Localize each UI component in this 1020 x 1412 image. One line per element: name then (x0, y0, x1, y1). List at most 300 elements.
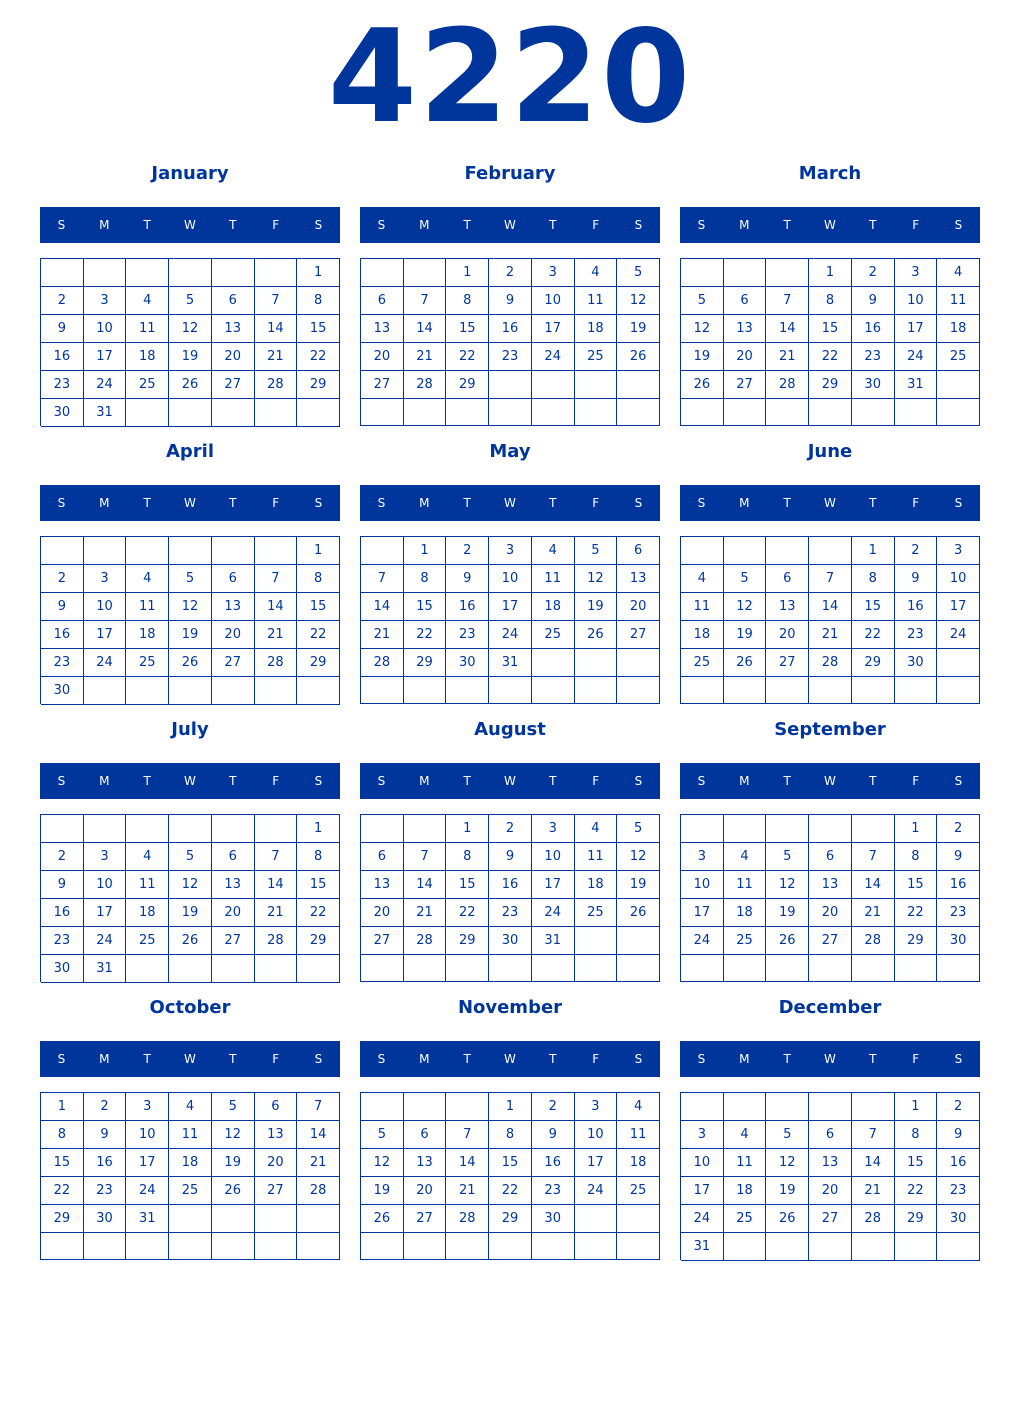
empty-day-cell (532, 677, 575, 704)
weekday-label: T (463, 218, 471, 232)
empty-day-cell (255, 259, 298, 287)
weekday-label: S (314, 496, 323, 510)
day-cell: 14 (809, 593, 852, 621)
day-cell: 25 (532, 621, 575, 649)
weekday-label: F (272, 774, 280, 788)
day-cell: 13 (724, 315, 767, 343)
empty-day-cell (169, 815, 212, 843)
day-cell: 26 (575, 621, 618, 649)
empty-day-cell (404, 1233, 447, 1260)
day-cell: 31 (895, 371, 938, 399)
day-cell: 7 (852, 843, 895, 871)
weekday-header (360, 207, 660, 243)
empty-day-cell (809, 677, 852, 704)
empty-day-cell (809, 1093, 852, 1121)
day-cell: 20 (212, 899, 255, 927)
empty-day-cell (297, 1233, 340, 1260)
weekday-label: S (377, 774, 386, 788)
weekday-label: S (954, 218, 963, 232)
day-cell: 17 (895, 315, 938, 343)
day-grid (680, 258, 980, 426)
weekday-header (680, 485, 980, 521)
day-cell: 8 (895, 843, 938, 871)
day-cell: 16 (489, 315, 532, 343)
weekday-label: S (954, 496, 963, 510)
day-cell: 14 (255, 315, 298, 343)
empty-day-cell (895, 677, 938, 704)
day-cell: 23 (895, 621, 938, 649)
day-cell: 21 (255, 621, 298, 649)
day-cell: 8 (852, 565, 895, 593)
day-cell: 3 (575, 1093, 618, 1121)
month-name: May (489, 441, 531, 462)
day-cell: 28 (404, 371, 447, 399)
empty-day-cell (297, 677, 340, 705)
weekday-label: W (184, 218, 196, 232)
month-name: December (778, 997, 882, 1018)
day-cell: 31 (489, 649, 532, 677)
empty-day-cell (489, 399, 532, 426)
day-cell: 11 (724, 1149, 767, 1177)
empty-day-cell (255, 1233, 298, 1260)
day-cell: 10 (681, 1149, 724, 1177)
empty-day-cell (809, 537, 852, 565)
day-cell: 15 (895, 1149, 938, 1177)
day-cell: 29 (895, 927, 938, 955)
day-cell: 30 (489, 927, 532, 955)
day-cell: 11 (532, 565, 575, 593)
day-cell: 17 (84, 343, 127, 371)
weekday-header (360, 1041, 660, 1077)
day-cell: 12 (681, 315, 724, 343)
weekday-label: T (869, 774, 877, 788)
weekday-label: F (272, 1052, 280, 1066)
day-cell: 12 (724, 593, 767, 621)
day-cell: 22 (489, 1177, 532, 1205)
day-cell: 5 (575, 537, 618, 565)
day-cell: 8 (297, 287, 340, 315)
day-cell: 20 (766, 621, 809, 649)
day-cell: 13 (255, 1121, 298, 1149)
day-cell: 17 (681, 899, 724, 927)
empty-day-cell (255, 399, 298, 427)
day-cell: 22 (895, 1177, 938, 1205)
weekday-label: S (634, 496, 643, 510)
empty-day-cell (446, 955, 489, 982)
weekday-label: S (314, 774, 323, 788)
day-cell: 22 (297, 343, 340, 371)
empty-day-cell (724, 1093, 767, 1121)
day-cell: 28 (766, 371, 809, 399)
day-grid (40, 536, 340, 704)
day-cell: 9 (895, 565, 938, 593)
day-cell: 24 (532, 343, 575, 371)
day-cell: 23 (852, 343, 895, 371)
day-cell: 19 (169, 899, 212, 927)
day-cell: 4 (126, 287, 169, 315)
day-cell: 28 (255, 927, 298, 955)
day-cell: 5 (617, 259, 660, 287)
day-cell: 13 (766, 593, 809, 621)
day-cell: 26 (169, 927, 212, 955)
day-cell: 22 (446, 899, 489, 927)
month-name: April (165, 441, 215, 462)
day-cell: 14 (766, 315, 809, 343)
day-cell: 9 (852, 287, 895, 315)
empty-day-cell (41, 259, 84, 287)
day-cell: 27 (212, 927, 255, 955)
empty-day-cell (895, 955, 938, 982)
day-cell: 13 (212, 315, 255, 343)
empty-day-cell (212, 259, 255, 287)
weekday-label: W (824, 218, 836, 232)
day-cell: 3 (489, 537, 532, 565)
empty-day-cell (617, 1205, 660, 1233)
empty-day-cell (489, 1233, 532, 1260)
day-cell: 19 (724, 621, 767, 649)
day-cell: 21 (404, 899, 447, 927)
day-cell: 24 (84, 927, 127, 955)
month-name: January (151, 163, 229, 184)
empty-day-cell (937, 371, 980, 399)
day-cell: 17 (937, 593, 980, 621)
weekday-label: F (912, 1052, 920, 1066)
empty-day-cell (766, 1233, 809, 1261)
day-cell: 16 (489, 871, 532, 899)
day-cell: 17 (84, 621, 127, 649)
day-cell: 20 (361, 343, 404, 371)
empty-day-cell (84, 815, 127, 843)
day-cell: 14 (404, 315, 447, 343)
empty-day-cell (169, 259, 212, 287)
day-cell: 27 (212, 371, 255, 399)
day-cell: 18 (575, 871, 618, 899)
day-cell: 21 (809, 621, 852, 649)
day-cell: 3 (84, 843, 127, 871)
day-cell: 4 (169, 1093, 212, 1121)
empty-day-cell (84, 677, 127, 705)
day-cell: 9 (84, 1121, 127, 1149)
day-cell: 10 (937, 565, 980, 593)
empty-day-cell (169, 537, 212, 565)
day-cell: 12 (361, 1149, 404, 1177)
day-cell: 13 (617, 565, 660, 593)
weekday-label: S (634, 774, 643, 788)
weekday-label: S (57, 1052, 66, 1066)
day-cell: 22 (809, 343, 852, 371)
weekday-label: T (783, 218, 791, 232)
weekday-label: S (57, 218, 66, 232)
empty-day-cell (126, 677, 169, 705)
empty-day-cell (126, 815, 169, 843)
empty-day-cell (937, 677, 980, 704)
empty-day-cell (724, 677, 767, 704)
day-cell: 30 (937, 1205, 980, 1233)
day-cell: 31 (84, 955, 127, 983)
day-cell: 4 (126, 565, 169, 593)
empty-day-cell (681, 259, 724, 287)
day-cell: 4 (617, 1093, 660, 1121)
day-cell: 31 (126, 1205, 169, 1233)
day-cell: 29 (489, 1205, 532, 1233)
day-cell: 1 (489, 1093, 532, 1121)
day-cell: 16 (41, 621, 84, 649)
day-cell: 22 (446, 343, 489, 371)
empty-day-cell (297, 1205, 340, 1233)
weekday-label: M (419, 1052, 430, 1066)
empty-day-cell (724, 399, 767, 426)
empty-day-cell (297, 955, 340, 983)
weekday-label: M (739, 1052, 750, 1066)
day-cell: 22 (895, 899, 938, 927)
weekday-label: S (697, 496, 706, 510)
day-grid (360, 258, 660, 426)
day-grid (360, 814, 660, 982)
day-cell: 27 (361, 927, 404, 955)
day-cell: 2 (937, 815, 980, 843)
empty-day-cell (766, 815, 809, 843)
day-cell: 9 (41, 593, 84, 621)
weekday-label: S (57, 774, 66, 788)
day-cell: 30 (446, 649, 489, 677)
empty-day-cell (489, 677, 532, 704)
day-cell: 7 (255, 843, 298, 871)
day-cell: 15 (852, 593, 895, 621)
empty-day-cell (446, 1093, 489, 1121)
empty-day-cell (681, 815, 724, 843)
weekday-header (680, 207, 980, 243)
day-cell: 1 (297, 259, 340, 287)
day-cell: 23 (446, 621, 489, 649)
empty-day-cell (255, 815, 298, 843)
day-cell: 29 (852, 649, 895, 677)
empty-day-cell (895, 1233, 938, 1261)
day-cell: 2 (532, 1093, 575, 1121)
day-cell: 18 (617, 1149, 660, 1177)
day-cell: 27 (724, 371, 767, 399)
day-cell: 29 (809, 371, 852, 399)
day-cell: 28 (446, 1205, 489, 1233)
weekday-label: F (912, 218, 920, 232)
day-cell: 25 (724, 927, 767, 955)
empty-day-cell (809, 1233, 852, 1261)
empty-day-cell (361, 955, 404, 982)
day-cell: 24 (532, 899, 575, 927)
day-cell: 8 (446, 287, 489, 315)
day-cell: 15 (446, 871, 489, 899)
day-cell: 15 (446, 315, 489, 343)
day-cell: 7 (446, 1121, 489, 1149)
empty-day-cell (126, 537, 169, 565)
day-cell: 4 (937, 259, 980, 287)
weekday-header (360, 485, 660, 521)
day-cell: 18 (724, 899, 767, 927)
weekday-label: M (99, 774, 110, 788)
empty-day-cell (852, 955, 895, 982)
day-cell: 25 (937, 343, 980, 371)
empty-day-cell (212, 1205, 255, 1233)
empty-day-cell (575, 927, 618, 955)
day-cell: 16 (852, 315, 895, 343)
day-cell: 15 (297, 315, 340, 343)
day-cell: 8 (41, 1121, 84, 1149)
day-cell: 21 (255, 899, 298, 927)
month-name: June (807, 441, 853, 462)
empty-day-cell (404, 259, 447, 287)
weekday-label: S (697, 218, 706, 232)
day-cell: 28 (852, 1205, 895, 1233)
day-cell: 27 (255, 1177, 298, 1205)
day-cell: 25 (617, 1177, 660, 1205)
day-cell: 15 (489, 1149, 532, 1177)
empty-day-cell (852, 1093, 895, 1121)
empty-day-cell (361, 259, 404, 287)
day-cell: 27 (766, 649, 809, 677)
day-cell: 6 (212, 843, 255, 871)
weekday-label: T (869, 1052, 877, 1066)
day-cell: 23 (489, 899, 532, 927)
empty-day-cell (766, 259, 809, 287)
empty-day-cell (212, 1233, 255, 1260)
day-cell: 26 (766, 927, 809, 955)
day-cell: 26 (724, 649, 767, 677)
empty-day-cell (84, 537, 127, 565)
empty-day-cell (212, 955, 255, 983)
day-cell: 4 (126, 843, 169, 871)
day-cell: 23 (84, 1177, 127, 1205)
day-cell: 23 (41, 649, 84, 677)
day-cell: 9 (41, 871, 84, 899)
day-cell: 7 (852, 1121, 895, 1149)
day-cell: 21 (852, 1177, 895, 1205)
empty-day-cell (809, 815, 852, 843)
day-cell: 11 (126, 871, 169, 899)
day-cell: 27 (809, 1205, 852, 1233)
day-cell: 10 (532, 843, 575, 871)
empty-day-cell (212, 399, 255, 427)
day-cell: 2 (41, 287, 84, 315)
day-cell: 3 (84, 565, 127, 593)
weekday-label: M (739, 774, 750, 788)
weekday-label: T (143, 218, 151, 232)
day-cell: 30 (84, 1205, 127, 1233)
day-cell: 20 (724, 343, 767, 371)
day-cell: 18 (126, 343, 169, 371)
empty-day-cell (212, 815, 255, 843)
empty-day-cell (84, 259, 127, 287)
day-cell: 14 (297, 1121, 340, 1149)
year-title: 4220 (327, 3, 693, 152)
day-cell: 10 (84, 871, 127, 899)
empty-day-cell (617, 371, 660, 399)
day-cell: 20 (809, 899, 852, 927)
day-grid (360, 1092, 660, 1260)
day-cell: 28 (361, 649, 404, 677)
day-cell: 18 (724, 1177, 767, 1205)
day-cell: 7 (255, 287, 298, 315)
day-cell: 30 (532, 1205, 575, 1233)
day-cell: 11 (169, 1121, 212, 1149)
month-name: September (774, 719, 886, 740)
empty-day-cell (852, 399, 895, 426)
empty-day-cell (404, 677, 447, 704)
day-cell: 14 (255, 593, 298, 621)
day-cell: 19 (169, 343, 212, 371)
day-cell: 13 (212, 593, 255, 621)
empty-day-cell (681, 399, 724, 426)
day-cell: 22 (41, 1177, 84, 1205)
empty-day-cell (895, 399, 938, 426)
day-cell: 16 (895, 593, 938, 621)
day-cell: 12 (575, 565, 618, 593)
weekday-label: M (419, 218, 430, 232)
day-cell: 22 (852, 621, 895, 649)
day-cell: 10 (895, 287, 938, 315)
day-cell: 21 (255, 343, 298, 371)
day-cell: 30 (852, 371, 895, 399)
day-cell: 20 (809, 1177, 852, 1205)
empty-day-cell (404, 1093, 447, 1121)
empty-day-cell (617, 399, 660, 426)
day-cell: 6 (809, 1121, 852, 1149)
day-cell: 24 (84, 371, 127, 399)
day-cell: 24 (895, 343, 938, 371)
empty-day-cell (681, 537, 724, 565)
empty-day-cell (126, 259, 169, 287)
day-cell: 6 (404, 1121, 447, 1149)
day-cell: 29 (297, 649, 340, 677)
empty-day-cell (575, 371, 618, 399)
day-cell: 12 (766, 871, 809, 899)
day-cell: 24 (126, 1177, 169, 1205)
weekday-label: M (99, 496, 110, 510)
empty-day-cell (937, 1233, 980, 1261)
day-cell: 28 (297, 1177, 340, 1205)
day-cell: 25 (681, 649, 724, 677)
day-cell: 18 (126, 621, 169, 649)
day-cell: 1 (895, 1093, 938, 1121)
empty-day-cell (937, 955, 980, 982)
day-cell: 28 (809, 649, 852, 677)
empty-day-cell (84, 1233, 127, 1260)
weekday-label: T (463, 774, 471, 788)
day-cell: 9 (937, 1121, 980, 1149)
day-cell: 3 (84, 287, 127, 315)
weekday-label: W (184, 774, 196, 788)
day-cell: 7 (255, 565, 298, 593)
day-cell: 22 (297, 621, 340, 649)
empty-day-cell (575, 677, 618, 704)
day-cell: 29 (297, 371, 340, 399)
empty-day-cell (361, 1233, 404, 1260)
weekday-label: M (419, 496, 430, 510)
weekday-label: S (954, 774, 963, 788)
day-cell: 16 (446, 593, 489, 621)
day-cell: 27 (361, 371, 404, 399)
empty-day-cell (617, 1233, 660, 1260)
weekday-label: W (184, 496, 196, 510)
weekday-label: S (57, 496, 66, 510)
day-cell: 19 (617, 315, 660, 343)
weekday-label: S (697, 774, 706, 788)
day-cell: 27 (617, 621, 660, 649)
empty-day-cell (575, 1233, 618, 1260)
weekday-label: T (549, 774, 557, 788)
weekday-label: T (229, 1052, 237, 1066)
weekday-label: M (419, 774, 430, 788)
day-grid (680, 814, 980, 982)
weekday-label: T (229, 218, 237, 232)
